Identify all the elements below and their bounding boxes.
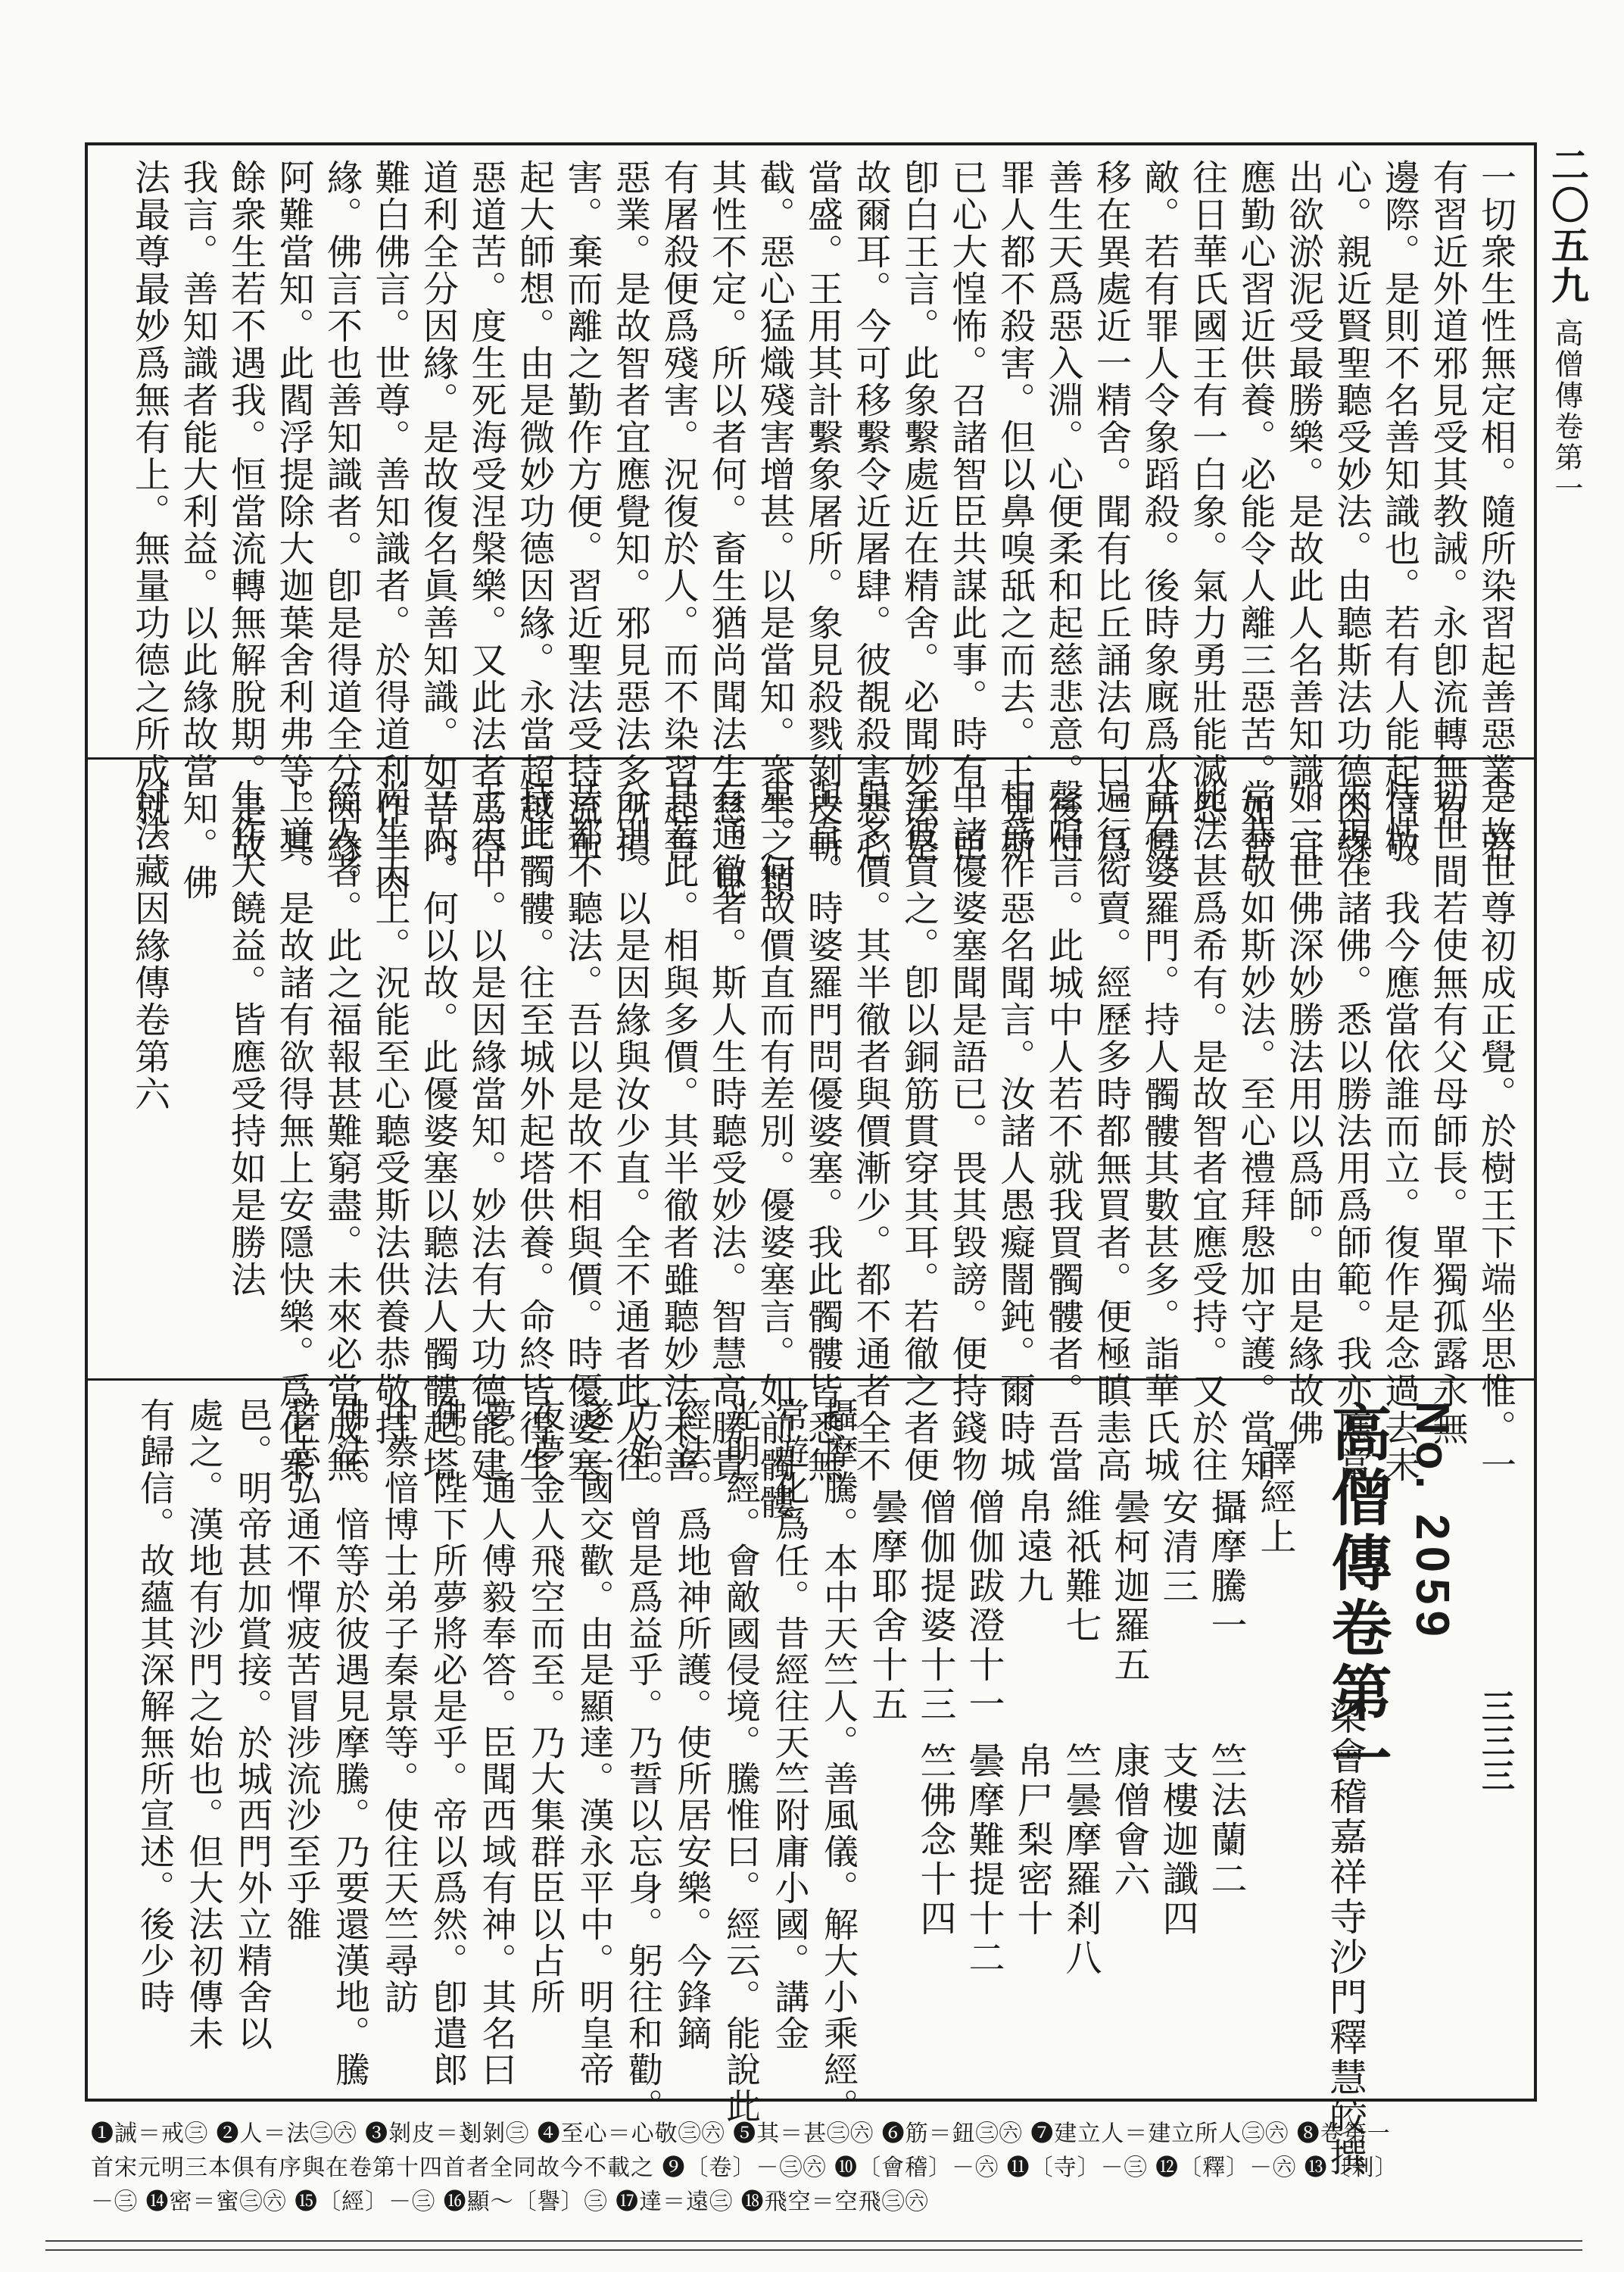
top-text-column: 難白佛言。世尊。善知識者。於得道利作半因 — [369, 159, 411, 901]
top-text-column: 有屠殺便爲殘害。況復於人。而不染習起善 — [657, 159, 700, 864]
middle-text-column: 至彼買之。卽以銅筋貫穿其耳。若徹之者便 — [898, 779, 940, 1484]
middle-text-column: 尚生天上。況能至心聽受斯法供養恭敬持 — [369, 779, 411, 1447]
page-number: 二〇五九 — [1545, 145, 1590, 306]
toc-entry: 攝摩騰一 — [1205, 1488, 1247, 1646]
toc-entry: 僧伽跋澄十一 — [962, 1488, 1005, 1724]
bottom-text-column: 方始。曾是爲益乎。乃誓以忘身。躬往和勸。 — [623, 1397, 664, 2124]
middle-text-column: 異。何故價直而有差別。優婆塞言。如前髑髏 — [753, 779, 796, 1521]
middle-text-column: 切世間若使無有父母師長。單獨孤露永無 — [1426, 779, 1469, 1447]
top-text-column: 一切衆生性無定相。隨所染習起善惡業。若 — [1475, 159, 1516, 864]
top-text-column: 我言。善知識者能大利益。以此緣故當知。佛 — [176, 159, 219, 901]
top-text-column: 出欲淤泥受最勝樂。是故此人名善知識。宜 — [1283, 159, 1324, 864]
middle-text-column: 分別。以是因緣與汝少直。全不通者此人往 — [609, 779, 651, 1484]
middle-text-column: 恃怙。我今應當依誰而立。復作是念過去未 — [1379, 779, 1420, 1484]
top-text-column: 道利全分因緣。是故復名眞善知識。如昔阿 — [417, 159, 459, 864]
bottom-text-column: 佛。陛下所夢將必是乎。帝以爲然。卽遣郎 — [428, 1397, 469, 2088]
toc-entry: 竺法蘭二 — [1205, 1742, 1247, 1899]
middle-text-column: 經人者。此之福報甚難窮盡。未來必當成無 — [321, 779, 363, 1484]
bottom-text-column: 處之。漢地有沙門之始也。但大法初傳未 — [183, 1397, 225, 2052]
middle-text-column: 此法甚爲希有。是故智者宜應受持。又於往 — [1186, 779, 1228, 1484]
top-text-column: 其性不定。所以者何。畜生猶尚聞法生慈。見 — [706, 159, 747, 901]
top-text-column: 法最尊最妙爲無有上。無量功德之所成就。 — [129, 159, 170, 864]
bottom-text-column: 經法。爲地神所護。使所居安樂。今鋒鏑 — [672, 1397, 713, 2052]
middle-text-column: 上道。是故諸有欲得無上安隱快樂。爲化衆 — [273, 779, 315, 1484]
middle-text-column: 是故世尊初成正覺。於樹王下端坐思惟。一 — [1475, 779, 1516, 1484]
top-text-column: 移在異處近一精舍。聞有比丘誦法句曰。爲 — [1090, 159, 1132, 864]
top-text-column: 餘衆生若不遇我。恒當流轉無解脫期。是故 — [225, 159, 267, 864]
top-text-column: 當盛。王用其計繫象屠所。象見殺戮剝皮斬 — [802, 159, 843, 864]
bottom-rule-2 — [45, 2249, 1582, 2251]
middle-text-column: 如三世佛深妙勝法用以爲師。由是緣故佛 — [1283, 779, 1324, 1447]
document-title: 高僧傳卷第一 — [1321, 1401, 1392, 1792]
top-text-column: 敵。若有罪人令象蹈殺。後時象廐爲火所燒。 — [1138, 159, 1180, 901]
middle-text-column: 其若此。相與多價。其半徹者雖聽妙法未善 — [657, 779, 700, 1484]
top-text-column: 起大師想。由是微妙功德因緣。永當超越三 — [513, 159, 555, 864]
top-text-column: 截。惡心猛熾殘害增甚。以是當知。衆生之類 — [753, 159, 796, 901]
middle-text-column: 相爲作惡名聞言。汝諸人愚癡闇鈍。爾時城 — [994, 779, 1036, 1484]
top-text-column: 緣。佛言不也善知識者。卽是得道全分因緣。 — [321, 159, 363, 901]
top-text-column: 卽白王言。此象繫處近在精舍。必聞妙法是 — [898, 159, 940, 864]
middle-text-column: 昔都不聽法。吾以是故不相與價。時優婆塞 — [561, 779, 603, 1484]
toc-entry: 帛遠九 — [1011, 1488, 1053, 1606]
top-text-column: 往日華氏國王有一白象。氣力勇壯能滅怨 — [1186, 159, 1228, 827]
side-marker: 三三三 — [1476, 1689, 1514, 1793]
toc-entry: 支樓迦讖四 — [1156, 1742, 1199, 1939]
middle-text-column: 立人。何以故。此優婆塞以聽法人髑髏起塔 — [417, 779, 459, 1484]
bottom-rule-1 — [45, 2240, 1582, 2242]
bottom-text-column: 有歸信。故蘊其深解無所宣述。後少時 — [135, 1397, 176, 2015]
bottom-text-column: 遂二國交歡。由是顯達。漢永平中。明皇帝 — [574, 1397, 616, 2088]
middle-text-column: 有通徹者。斯人生時聽受妙法。智慧高勝貴 — [706, 779, 747, 1484]
middle-text-column: 與多價。其半徹者與價漸少。都不通者全不 — [849, 779, 892, 1484]
bottom-text-column: 誓志弘通不憚疲苦冒涉流沙至乎雒 — [281, 1397, 323, 1943]
middle-text-column: 持此髑髏。往至城外起塔供養。命終皆得生 — [513, 779, 555, 1484]
bottom-text-column: 佛法。愔等於彼遇見摩騰。乃要還漢地。騰 — [330, 1397, 371, 2088]
running-title: 高僧傳卷第一 — [1550, 318, 1583, 504]
bottom-text-column: 攝摩騰。本中天竺人。善風儀。解大小乘經。 — [818, 1397, 859, 2124]
bottom-text-column: 常遊化爲任。昔經往天竺附庸小國。講金 — [769, 1397, 811, 2052]
top-text-column: 罪人都不殺害。但以鼻嗅舐之而去。王見斯 — [994, 159, 1036, 864]
middle-text-column: 付法藏因緣傳卷第六 — [129, 779, 170, 1113]
toc-entry: 曇摩難提十二 — [962, 1742, 1005, 1978]
author-line: 梁會稽嘉祥寺沙門釋慧皎撰 — [1323, 1696, 1367, 2178]
top-text-column: 應勤心習近供養。必能令人離三惡苦。如昔 — [1234, 159, 1276, 864]
middle-text-column: 聲唱言。此城中人若不就我買髑髏者。吾當 — [1042, 779, 1084, 1484]
middle-text-column: 中諸優婆塞聞是語已。畏其毀謗。便持錢物 — [946, 779, 988, 1484]
bottom-text-column: 光明經。會敵國侵境。騰惟曰。經云。能說此 — [721, 1397, 762, 2124]
toc-entry: 曇柯迦羅五 — [1108, 1488, 1150, 1685]
toc-entry: 安清三 — [1156, 1488, 1199, 1606]
middle-text-column: 生作大饒益。皆應受持如是勝法 — [225, 779, 267, 1298]
top-text-column: 邊際。是則不名善知識也。若有人能起信敬 — [1379, 159, 1420, 864]
middle-text-column: 于天中。以是因緣當知。妙法有大功德能建 — [465, 779, 507, 1484]
middle-text-column: 遍行衒賣。經歷多時都無買者。便極瞋恚高 — [1090, 779, 1132, 1484]
toc-entry: 曇摩耶舍十五 — [865, 1488, 908, 1724]
bottom-text-column: 夢。通人傅毅奉答。臣聞西域有神。其名曰 — [476, 1397, 518, 2088]
toc-entry: 維祇難七 — [1059, 1488, 1102, 1646]
top-text-column: 心。親近賢聖聽受妙法。由聽斯法功德因緣。 — [1330, 159, 1373, 901]
middle-text-column: 昔有婆羅門。持人髑髏其數甚多。詣華氏城 — [1138, 779, 1180, 1484]
top-text-column: 故爾耳。今可移繫令近屠肆。彼覩殺害惡心 — [849, 159, 892, 864]
top-text-column: 有習近外道邪見受其教誡。永卽流轉無有 — [1426, 159, 1469, 827]
footnote-line-3: －㊂ ⓮密＝蜜㊂㊅ ⓯〔經〕－㊂ ⓰顯〜〔譽〕㊂ ⓱達＝遠㊂ ⓲飛空＝空飛㊂㊅ — [91, 2189, 929, 2215]
top-text-column: 阿難當知。此閻浮提除大迦葉舍利弗等。其 — [273, 159, 315, 864]
volume-heading: 譯經上 — [1254, 1439, 1296, 1557]
toc-entry: 竺佛念十四 — [914, 1742, 956, 1939]
top-text-column: 害。棄而離之勤作方便。習近聖法受持流布 — [561, 159, 603, 864]
bottom-text-column: 邑。明帝甚加賞接。於城西門外立精舍以 — [232, 1397, 273, 2052]
catalog-number: No. 2059 — [1406, 1401, 1458, 1643]
top-text-column: 善生天爲惡入淵。心便柔和起慈悲意。後付 — [1042, 159, 1084, 864]
top-text-column: 已心大惶怖。召諸智臣共謀此事。時有一臣 — [946, 159, 988, 864]
footnote-line-1: ❶誡＝戒㊂ ❷人＝法㊂㊅ ❸剝皮＝剗剝㊂ ❹至心＝心敬㊂㊅ ❺其＝甚㊂㊅ ❻筋＝鈕㊂㊅ ❼建立人＝建立所人㊂㊅ ❽卷第一 — [91, 2121, 1391, 2147]
toc-entry: 僧伽提婆十三 — [914, 1488, 956, 1724]
top-text-column: 惡道苦。度生死海受涅槃樂。又此法者爲得 — [465, 159, 507, 864]
middle-text-column: 來現在諸佛。悉以勝法用爲師範。我亦應當 — [1330, 779, 1373, 1484]
top-text-column: 惡業。是故智者宜應覺知。邪見惡法多所損 — [609, 159, 651, 864]
middle-text-column: 與直。時婆羅門問優婆塞。我此髑髏皆悉無 — [802, 779, 843, 1484]
middle-text-column: 常恭敬如斯妙法。至心禮拜慇加守護。當知 — [1234, 779, 1276, 1484]
bottom-text-column: 中蔡愔博士弟子秦景等。使往天竺尋訪 — [379, 1397, 420, 2015]
toc-entry: 康僧會六 — [1108, 1742, 1150, 1899]
bottom-text-column: 夜夢金人飛空而至。乃大集群臣以占所 — [525, 1397, 566, 2015]
footnote-line-2: 首宋元明三本俱有序與在卷第十四首者全同故今不載之 ❾〔卷〕－㊂㊅ ❿〔會稽〕－㊅ ⓫〔寺〕－㊂ ⓬〔釋〕－㊅ ⓭〔剎〕 — [91, 2155, 1398, 2181]
toc-entry: 帛尸梨密十 — [1011, 1742, 1053, 1939]
toc-entry: 竺曇摩羅剎八 — [1059, 1742, 1102, 1978]
